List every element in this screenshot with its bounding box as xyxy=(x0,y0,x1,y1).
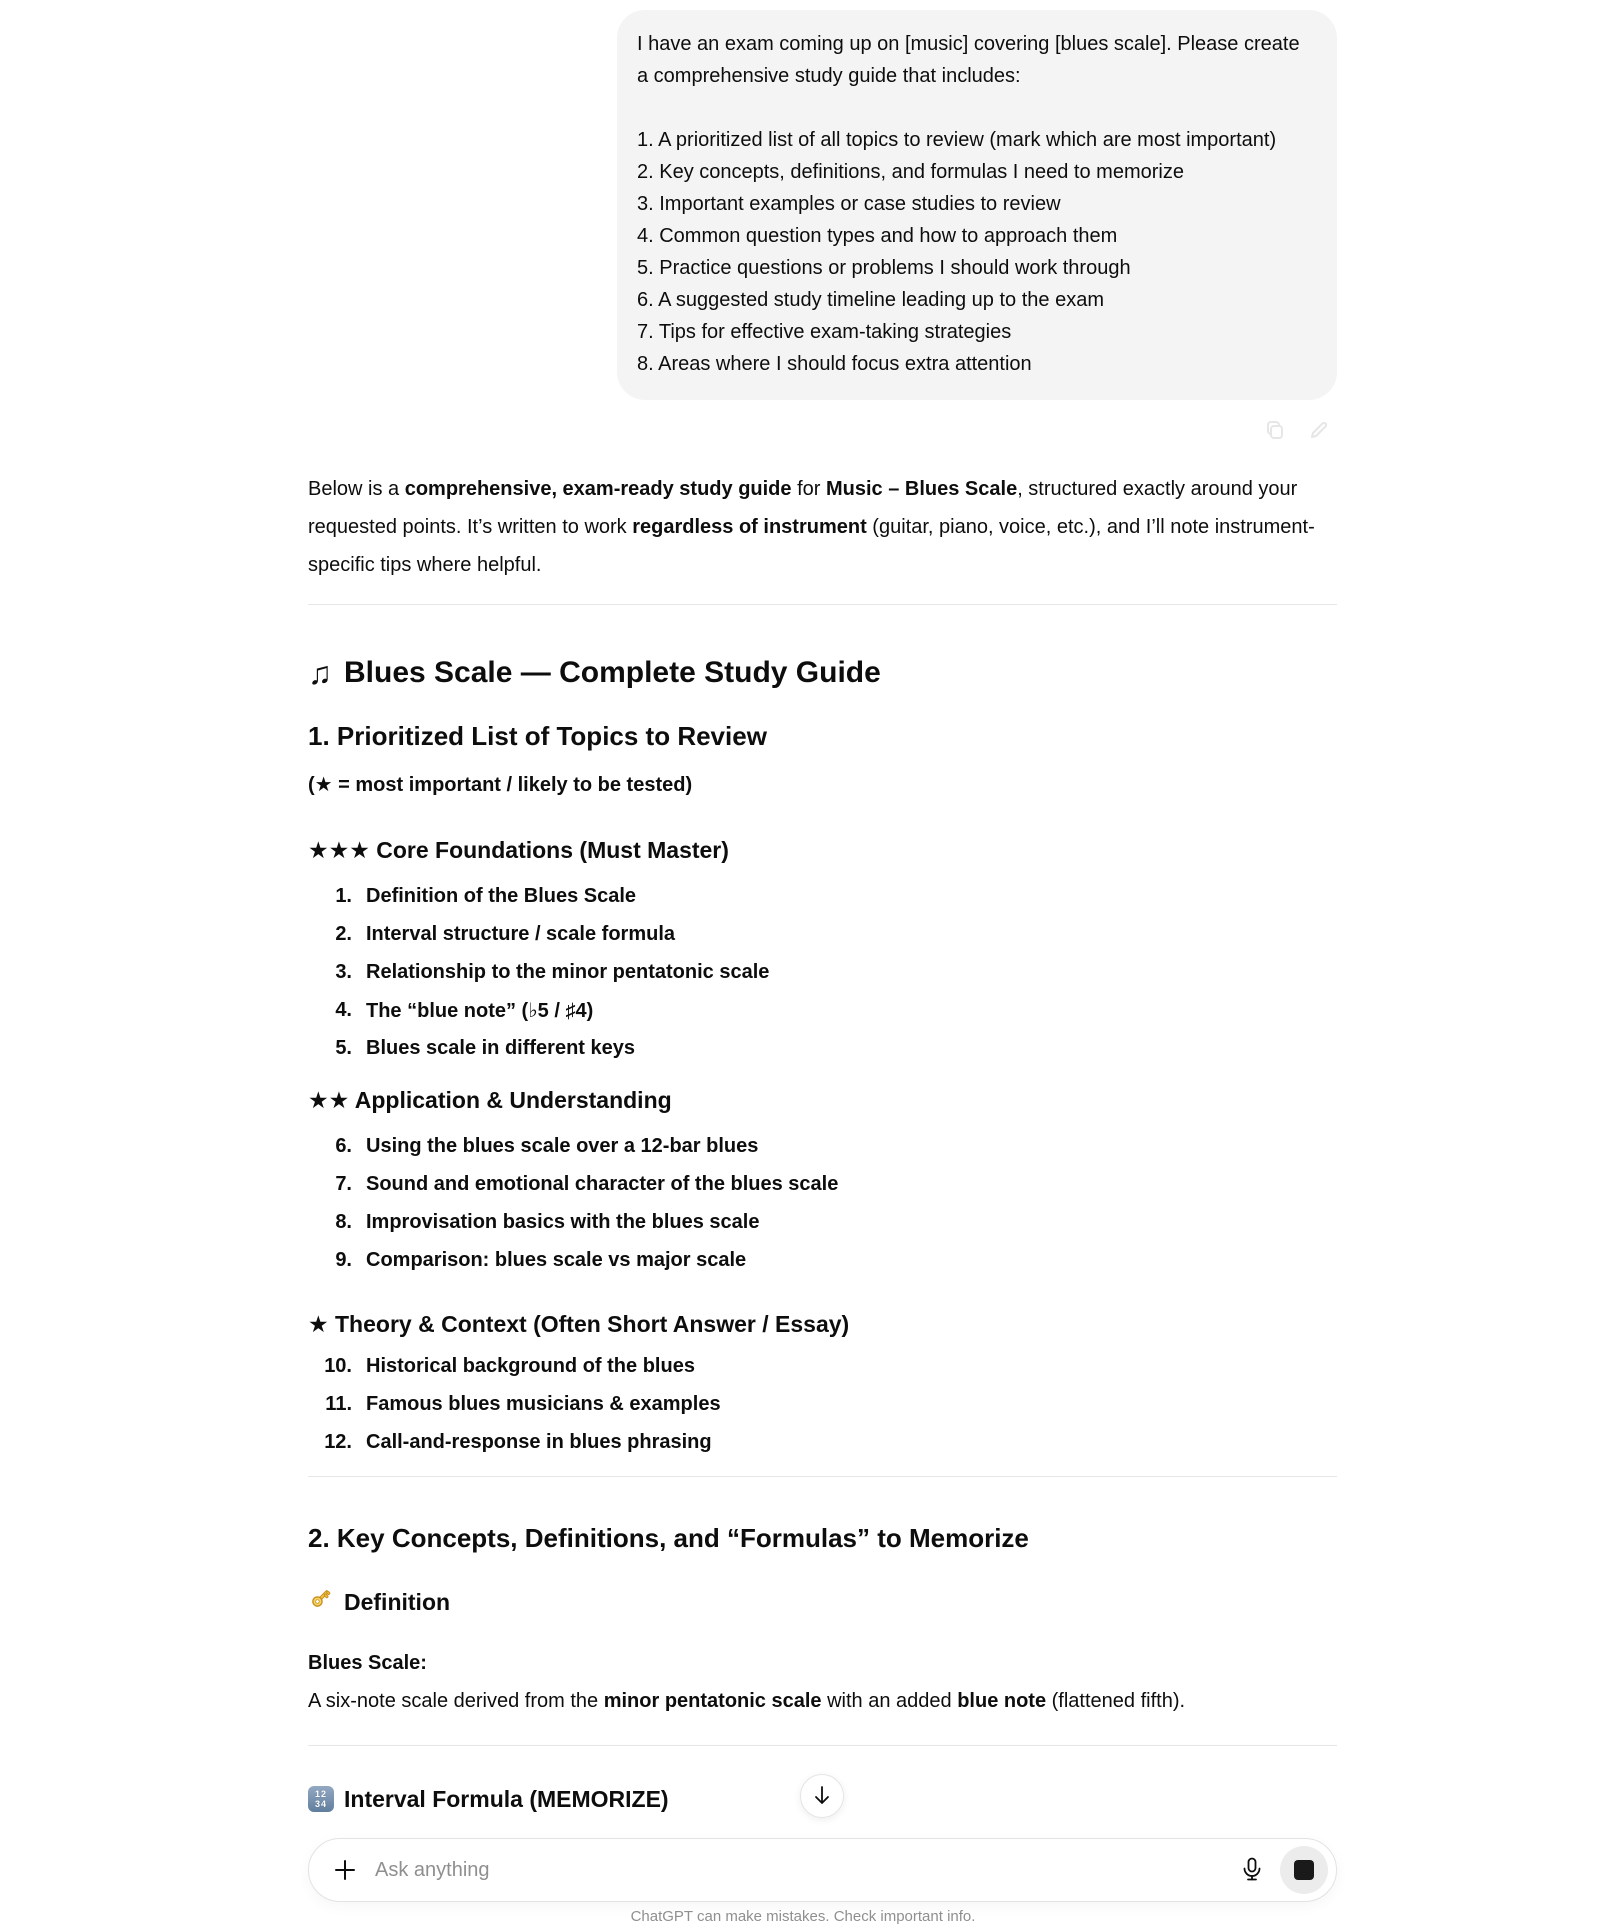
topic-list-item xyxy=(308,1423,1337,1461)
plus-icon xyxy=(331,1856,359,1884)
topic-list-item xyxy=(308,877,1337,915)
item-number: 2. xyxy=(335,922,352,945)
stop-button[interactable] xyxy=(1280,1846,1328,1894)
edit-button[interactable] xyxy=(1307,418,1331,442)
study-guide-title-text: Blues Scale — Complete Study Guide xyxy=(344,656,881,689)
item-number: 8. xyxy=(335,1210,352,1233)
chat-column xyxy=(308,0,1337,1814)
microphone-icon xyxy=(1238,1871,1266,1886)
item-number: 1. xyxy=(335,884,352,907)
topic-list-item xyxy=(308,1029,1337,1067)
definition-block xyxy=(308,1644,1337,1720)
item-number: 4. xyxy=(335,998,352,1021)
item-text: Blues scale in different keys xyxy=(366,1036,636,1059)
item-text: The “blue note” (♭5 / ♯4) xyxy=(366,999,594,1022)
user-message-line: 8. Areas where I should focus extra attention xyxy=(637,353,1032,375)
item-text: Call-and-response in blues phrasing xyxy=(366,1430,712,1453)
topic-list-item xyxy=(308,953,1337,991)
arrow-down-icon xyxy=(811,1784,833,1809)
topic-list-item xyxy=(308,1203,1337,1241)
definition-term: Blues Scale: xyxy=(308,1652,427,1674)
interval-formula-heading-text: Interval Formula (MEMORIZE) xyxy=(344,1786,669,1812)
user-message-line: 2. Key concepts, definitions, and formulas I need to memorize xyxy=(637,161,1184,183)
definition-text: A six-note scale derived from the minor pentatonic scale with an added blue note (flattened fifth). xyxy=(308,1690,1186,1712)
user-message-line: 4. Common question types and how to approach them xyxy=(637,225,1118,247)
topic-list-item xyxy=(308,991,1337,1029)
composer-bar xyxy=(308,1838,1337,1902)
definition-heading-text: Definition xyxy=(344,1588,451,1615)
item-text: Improvisation basics with the blues scale xyxy=(366,1210,760,1233)
section-2-heading: 2. Key Concepts, Definitions, and “Formulas” to Memorize xyxy=(308,1523,1029,1553)
scroll-to-bottom-button[interactable] xyxy=(800,1774,844,1818)
user-message-line: 1. A prioritized list of all topics to review (mark which are most important) xyxy=(637,129,1277,151)
bottom-divider xyxy=(308,1745,1337,1746)
attach-button[interactable] xyxy=(331,1856,359,1884)
application-list xyxy=(308,1127,1337,1279)
edit-icon xyxy=(1307,418,1331,442)
item-text: Definition of the Blues Scale xyxy=(366,884,637,907)
music-note-icon: ♫ xyxy=(308,655,332,691)
core-foundations-list xyxy=(308,877,1337,1067)
section-divider xyxy=(308,1476,1337,1477)
item-number: 9. xyxy=(335,1248,352,1271)
input-numbers-icon xyxy=(308,1786,334,1812)
badge-digits-bottom: 34 xyxy=(314,1799,327,1809)
star-legend: (★ = most important / likely to be tested) xyxy=(308,774,693,796)
item-number: 7. xyxy=(335,1172,352,1195)
user-message-list xyxy=(637,124,1313,380)
footer-disclaimer: ChatGPT can make mistakes. Check important info. xyxy=(630,1908,976,1925)
message-input[interactable] xyxy=(375,1859,1238,1882)
assistant-message xyxy=(308,470,1337,1814)
item-text: Interval structure / scale formula xyxy=(366,922,676,945)
intro-paragraph: Below is a comprehensive, exam-ready study guide for Music – Blues Scale, structured exactly around your requested points. It’s written to work regardless of instrument (guitar, piano, voice, etc.), and I’ll note instrument-specific tips where helpful. xyxy=(308,478,1315,576)
copy-icon xyxy=(1263,418,1287,442)
definition-heading xyxy=(308,1585,1337,1618)
topic-list-item xyxy=(308,1241,1337,1279)
item-number: 6. xyxy=(335,1134,352,1157)
item-text: Sound and emotional character of the blues scale xyxy=(366,1172,839,1195)
copy-button[interactable] xyxy=(1263,418,1287,442)
section-1-heading: 1. Prioritized List of Topics to Review xyxy=(308,721,767,751)
item-text: Comparison: blues scale vs major scale xyxy=(366,1248,747,1271)
user-message-line: 7. Tips for effective exam-taking strategies xyxy=(637,321,1012,343)
dictate-button[interactable] xyxy=(1238,1855,1266,1886)
item-number: 11. xyxy=(325,1392,352,1415)
item-text: Historical background of the blues xyxy=(366,1354,695,1377)
badge-digits-top: 12 xyxy=(314,1789,327,1799)
user-message-line: 3. Important examples or case studies to review xyxy=(637,193,1061,215)
core-foundations-heading: ★★★ Core Foundations (Must Master) xyxy=(308,837,729,863)
item-text: Famous blues musicians & examples xyxy=(366,1392,721,1415)
topic-list-item xyxy=(308,1127,1337,1165)
item-text: Using the blues scale over a 12-bar blues xyxy=(366,1134,759,1157)
item-text: Relationship to the minor pentatonic scale xyxy=(366,960,770,983)
item-number: 12. xyxy=(324,1430,352,1453)
stop-icon xyxy=(1294,1860,1314,1880)
user-message-bubble xyxy=(617,10,1337,400)
item-number: 3. xyxy=(335,960,352,983)
divider xyxy=(308,604,1337,605)
topic-list-item xyxy=(308,915,1337,953)
user-message-intro: I have an exam coming up on [music] covering [blues scale]. Please create a comprehensive study guide that includes: xyxy=(637,33,1300,87)
theory-context-list xyxy=(308,1347,1337,1461)
item-number: 10. xyxy=(324,1354,352,1377)
user-message-line: 5. Practice questions or problems I should work through xyxy=(637,257,1131,279)
study-guide-title xyxy=(308,653,1337,693)
message-actions xyxy=(308,418,1337,442)
user-message-line: 6. A suggested study timeline leading up to the exam xyxy=(637,289,1104,311)
topic-list-item xyxy=(308,1385,1337,1423)
item-number: 5. xyxy=(335,1036,352,1059)
topic-list-item xyxy=(308,1347,1337,1385)
application-heading: ★★ Application & Understanding xyxy=(308,1087,672,1113)
key-icon xyxy=(308,1585,334,1618)
topic-list-item xyxy=(308,1165,1337,1203)
theory-context-heading: ★ Theory & Context (Often Short Answer / Essay) xyxy=(308,1311,850,1337)
